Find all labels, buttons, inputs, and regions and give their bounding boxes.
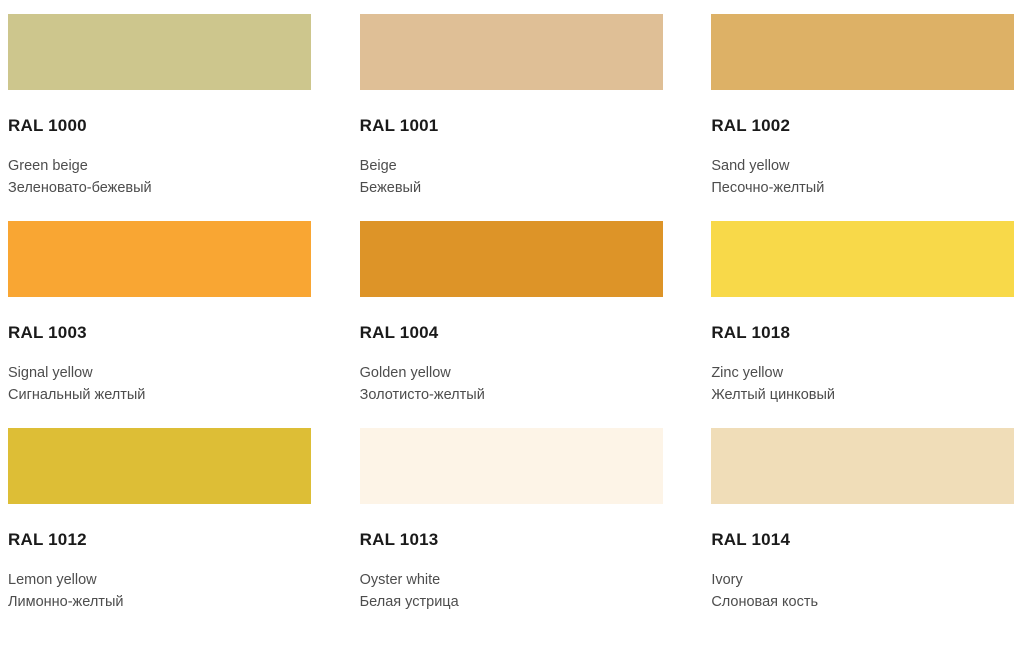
swatch-card[interactable] [8,14,313,199]
color-swatch-chip [360,428,663,504]
swatch-card[interactable] [360,14,665,199]
color-swatch-chip [711,14,1014,90]
color-swatch-chip [8,221,311,297]
swatch-name-en: Sand yellow [711,158,790,174]
swatch-name-en: Zinc yellow [711,365,784,381]
swatch-name-en: Golden yellow [359,365,451,381]
swatch-name-en: Oyster white [359,572,441,588]
swatch-card[interactable] [360,428,665,613]
swatch-name-ru: Лимонно-желтый [8,594,124,610]
swatch-card[interactable] [360,221,665,406]
swatch-code: RAL 1014 [711,530,791,549]
color-swatch-chip [8,14,311,90]
swatch-code: RAL 1003 [8,323,87,342]
row-spacer [360,199,665,221]
swatch-name-en: Beige [359,158,397,174]
swatch-code: RAL 1004 [359,323,439,342]
swatch-card[interactable] [711,14,1016,199]
swatch-code: RAL 1002 [711,116,791,135]
swatch-name-en: Signal yellow [8,365,93,381]
color-swatch-chip [711,428,1014,504]
color-swatch-chip [711,221,1014,297]
swatch-code: RAL 1012 [8,530,87,549]
color-swatch-chip [360,221,663,297]
row-spacer [360,406,665,428]
color-swatch-chip [360,14,663,90]
swatch-card[interactable] [8,221,313,406]
row-spacer [8,199,313,221]
row-spacer [711,406,1016,428]
swatch-name-ru: Бежевый [359,180,422,196]
swatch-card[interactable] [711,428,1016,613]
swatch-code: RAL 1000 [8,116,87,135]
row-spacer [711,199,1016,221]
swatch-code: RAL 1013 [359,530,439,549]
swatch-name-ru: Сигнальный желтый [8,387,146,403]
swatch-name-ru: Песочно-желтый [711,180,825,196]
swatch-name-ru: Золотисто-желтый [359,387,485,403]
swatch-code: RAL 1018 [711,323,791,342]
swatch-card[interactable] [711,221,1016,406]
swatch-name-en: Green beige [8,158,88,174]
swatch-card[interactable] [8,428,313,613]
color-swatch-chip [8,428,311,504]
swatch-name-ru: Желтый цинковый [711,387,835,403]
swatch-name-ru: Зеленовато-бежевый [8,180,152,196]
swatch-name-en: Lemon yellow [8,572,97,588]
row-spacer [8,406,313,428]
swatch-name-en: Ivory [711,572,743,588]
swatch-name-ru: Слоновая кость [711,594,819,610]
swatch-code: RAL 1001 [359,116,439,135]
swatch-name-ru: Белая устрица [359,594,459,610]
